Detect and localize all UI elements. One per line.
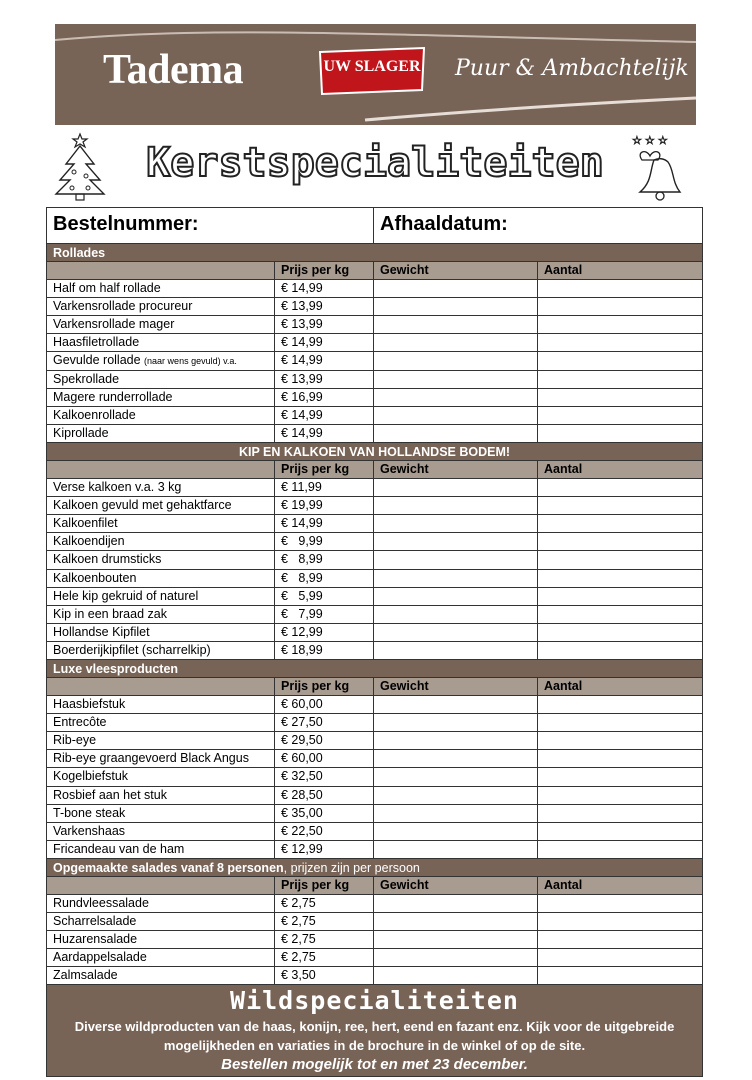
pickup-date-field[interactable]: Afhaaldatum: — [380, 213, 508, 235]
column-header-row — [47, 877, 702, 895]
product-row — [47, 407, 702, 425]
product-name: Scharrelsalade — [53, 914, 137, 929]
product-name-cell — [47, 823, 275, 840]
section-header — [47, 660, 702, 678]
weight-input-cell[interactable] — [374, 841, 538, 858]
product-name: Haasbiefstuk — [53, 697, 126, 712]
column-header-product — [47, 877, 275, 894]
quantity-input-cell[interactable] — [538, 298, 702, 315]
section-header — [47, 244, 702, 262]
product-row — [47, 479, 702, 497]
column-header-product — [47, 262, 275, 279]
product-price: € 7,99 — [275, 606, 374, 623]
product-name: Boerderijkipfilet (scharrelkip) — [53, 642, 211, 657]
product-name-cell — [47, 280, 275, 297]
quantity-input-cell[interactable] — [538, 787, 702, 804]
weight-input-cell[interactable] — [374, 750, 538, 767]
product-sections — [47, 244, 702, 985]
quantity-input-cell[interactable] — [538, 515, 702, 532]
christmas-tree-icon — [52, 130, 108, 207]
product-row — [47, 787, 702, 805]
product-price: € 60,00 — [275, 750, 374, 767]
product-name: Aardappelsalade — [53, 950, 147, 965]
section-title: Luxe vleesproducten — [53, 661, 179, 676]
product-price: € 11,99 — [275, 479, 374, 496]
product-name: Kalkoen gevuld met gehaktfarce — [53, 498, 232, 513]
product-name: Kogelbiefstuk — [53, 769, 129, 784]
product-name-cell — [47, 425, 275, 442]
product-price: € 2,75 — [275, 895, 374, 912]
column-header-quantity: Aantal — [544, 877, 583, 892]
product-row — [47, 750, 702, 768]
product-row — [47, 768, 702, 786]
quantity-input-cell[interactable] — [538, 407, 702, 424]
quantity-input-cell[interactable] — [538, 533, 702, 550]
product-price: € 12,99 — [275, 841, 374, 858]
product-name: Rib-eye graangevoerd Black Angus — [53, 751, 249, 766]
weight-input-cell[interactable] — [374, 732, 538, 749]
column-header-weight: Gewicht — [374, 678, 538, 695]
weight-input-cell[interactable] — [374, 425, 538, 442]
product-row — [47, 334, 702, 352]
wild-specialties-panel — [47, 985, 702, 1076]
product-name-cell — [47, 551, 275, 568]
product-price: € 13,99 — [275, 298, 374, 315]
product-row — [47, 949, 702, 967]
product-row — [47, 371, 702, 389]
product-price: € 14,99 — [275, 280, 374, 297]
quantity-input-cell[interactable] — [538, 895, 702, 912]
weight-input-cell[interactable] — [374, 805, 538, 822]
column-header-quantity: Aantal — [544, 461, 583, 476]
product-name: Hele kip gekruid of naturel — [53, 588, 199, 603]
product-price: € 5,99 — [275, 588, 374, 605]
wild-title: Wildspecialiteiten — [230, 986, 519, 1016]
product-price: € 22,50 — [275, 823, 374, 840]
section-header — [47, 859, 702, 877]
product-name: Varkensrollade mager — [53, 317, 175, 332]
product-price: € 28,50 — [275, 787, 374, 804]
column-header-price: Prijs per kg — [275, 262, 374, 279]
quantity-input-cell[interactable] — [538, 371, 702, 388]
product-row — [47, 732, 702, 750]
product-name: Huzarensalade — [53, 932, 138, 947]
weight-input-cell[interactable] — [374, 497, 538, 514]
product-name: Varkensrollade procureur — [53, 299, 193, 314]
wild-description: Diverse wildproducten van de haas, konijn, ree, hert, eend en fazant enz. Kijk voor de uitgebreide mogelijkheden en variaties in de brochure in de winkel of op de site. — [74, 1019, 675, 1054]
product-name: Kalkoendijen — [53, 534, 125, 549]
quantity-input-cell[interactable] — [538, 425, 702, 442]
product-price: € 2,75 — [275, 949, 374, 966]
column-header-weight: Gewicht — [374, 262, 538, 279]
weight-input-cell[interactable] — [374, 515, 538, 532]
quantity-input-cell[interactable] — [538, 714, 702, 731]
product-name-cell — [47, 913, 275, 930]
weight-input-cell[interactable] — [374, 316, 538, 333]
product-name: Rib-eye — [53, 733, 97, 748]
product-row — [47, 913, 702, 931]
product-row — [47, 841, 702, 859]
quantity-input-cell[interactable] — [538, 570, 702, 587]
quantity-input-cell[interactable] — [538, 967, 702, 984]
quantity-input-cell[interactable] — [538, 606, 702, 623]
product-name: Entrecôte — [53, 715, 107, 730]
column-header-product — [47, 461, 275, 478]
weight-input-cell[interactable] — [374, 588, 538, 605]
weight-input-cell[interactable] — [374, 823, 538, 840]
section-title-suffix: , prijzen zijn per persoon — [283, 860, 420, 875]
column-header-row — [47, 262, 702, 280]
section-title: Opgemaakte salades vanaf 8 personen — [53, 860, 284, 875]
product-row — [47, 895, 702, 913]
product-name-cell — [47, 931, 275, 948]
product-price: € 2,75 — [275, 931, 374, 948]
column-header-row — [47, 461, 702, 479]
product-name-cell — [47, 714, 275, 731]
section-title: Rollades — [53, 246, 106, 260]
product-price: € 16,99 — [275, 389, 374, 406]
product-name-cell — [47, 624, 275, 641]
weight-input-cell[interactable] — [374, 606, 538, 623]
weight-input-cell[interactable] — [374, 714, 538, 731]
weight-input-cell[interactable] — [374, 949, 538, 966]
quantity-input-cell[interactable] — [538, 352, 702, 369]
product-row — [47, 696, 702, 714]
product-row — [47, 570, 702, 588]
product-name: Kalkoenbouten — [53, 570, 137, 585]
product-row — [47, 967, 702, 985]
weight-input-cell[interactable] — [374, 371, 538, 388]
quantity-input-cell[interactable] — [538, 551, 702, 568]
quantity-input-cell[interactable] — [538, 389, 702, 406]
product-price: € 13,99 — [275, 316, 374, 333]
product-name-cell — [47, 515, 275, 532]
column-header-row — [47, 678, 702, 696]
svg-text:☆ ☆ ☆: ☆ ☆ ☆ — [632, 135, 668, 147]
quantity-input-cell[interactable] — [538, 696, 702, 713]
header-banner — [55, 24, 696, 125]
weight-input-cell[interactable] — [374, 280, 538, 297]
order-deadline: Bestellen mogelijk tot en met 23 december. — [221, 1056, 528, 1074]
quantity-input-cell[interactable] — [538, 479, 702, 496]
brand-name: Tadema — [103, 47, 244, 93]
product-name: Magere runderrollade — [53, 389, 173, 404]
product-price: € 19,99 — [275, 497, 374, 514]
weight-input-cell[interactable] — [374, 533, 538, 550]
product-price: € 3,50 — [275, 967, 374, 984]
product-note: (naar wens gevuld) v.a. — [144, 356, 237, 367]
product-name-cell — [47, 570, 275, 587]
product-row — [47, 497, 702, 515]
product-price: € 14,99 — [275, 425, 374, 442]
weight-input-cell[interactable] — [374, 407, 538, 424]
weight-input-cell[interactable] — [374, 624, 538, 641]
order-number-field[interactable]: Bestelnummer: — [47, 208, 374, 243]
tagline: Puur & Ambachtelijk — [455, 56, 689, 81]
logo-text: UW SLAGER — [323, 58, 421, 75]
product-row — [47, 624, 702, 642]
product-row — [47, 642, 702, 660]
product-name: Gevulde rollade — [53, 353, 141, 368]
product-row — [47, 805, 702, 823]
product-name-cell — [47, 533, 275, 550]
product-price: € 13,99 — [275, 371, 374, 388]
product-name: Fricandeau van de ham — [53, 841, 185, 856]
product-name: Varkenshaas — [53, 823, 126, 838]
product-name: Verse kalkoen v.a. 3 kg — [53, 480, 182, 495]
quantity-input-cell[interactable] — [538, 750, 702, 767]
product-name-cell — [47, 334, 275, 351]
product-name-cell — [47, 316, 275, 333]
column-header-weight: Gewicht — [374, 877, 538, 894]
product-name: Kip in een braad zak — [53, 606, 167, 621]
product-row — [47, 714, 702, 732]
product-row — [47, 316, 702, 334]
product-name-cell — [47, 787, 275, 804]
quantity-input-cell[interactable] — [538, 823, 702, 840]
product-row — [47, 823, 702, 841]
page-title: Kerstspecialiteiten — [146, 140, 604, 186]
product-row — [47, 533, 702, 551]
product-price: € 14,99 — [275, 515, 374, 532]
product-name: Rosbief aan het stuk — [53, 787, 167, 802]
christmas-bell-icon — [628, 130, 688, 207]
quantity-input-cell[interactable] — [538, 841, 702, 858]
quantity-input-cell[interactable] — [538, 497, 702, 514]
product-name-cell — [47, 407, 275, 424]
product-name-cell — [47, 768, 275, 785]
product-price: € 9,99 — [275, 533, 374, 550]
section-title: KIP EN KALKOEN VAN HOLLANDSE BODEM! — [238, 444, 511, 459]
weight-input-cell[interactable] — [374, 913, 538, 930]
product-row — [47, 425, 702, 443]
product-name-cell — [47, 479, 275, 496]
quantity-input-cell[interactable] — [538, 316, 702, 333]
product-row — [47, 298, 702, 316]
product-price: € 12,99 — [275, 624, 374, 641]
product-price: € 35,00 — [275, 805, 374, 822]
quantity-input-cell[interactable] — [538, 768, 702, 785]
product-name-cell — [47, 298, 275, 315]
product-row — [47, 551, 702, 569]
product-price: € 8,99 — [275, 551, 374, 568]
product-price: € 32,50 — [275, 768, 374, 785]
product-name-cell — [47, 497, 275, 514]
product-price: € 60,00 — [275, 696, 374, 713]
quantity-input-cell[interactable] — [538, 642, 702, 659]
product-name: Kalkoen drumsticks — [53, 552, 162, 567]
column-header-product — [47, 678, 275, 695]
product-name-cell — [47, 588, 275, 605]
column-header-weight: Gewicht — [374, 461, 538, 478]
product-price: € 2,75 — [275, 913, 374, 930]
uw-slager-logo — [318, 46, 426, 96]
column-header-price: Prijs per kg — [275, 678, 374, 695]
weight-input-cell[interactable] — [374, 696, 538, 713]
product-price: € 18,99 — [275, 642, 374, 659]
product-name-cell — [47, 967, 275, 984]
weight-input-cell[interactable] — [374, 768, 538, 785]
column-header-quantity: Aantal — [544, 678, 583, 693]
weight-input-cell[interactable] — [374, 931, 538, 948]
quantity-input-cell[interactable] — [538, 280, 702, 297]
weight-input-cell[interactable] — [374, 787, 538, 804]
product-name: Spekrollade — [53, 371, 120, 386]
section-header — [47, 443, 702, 461]
product-name: Zalmsalade — [53, 968, 118, 983]
quantity-input-cell[interactable] — [538, 624, 702, 641]
product-name-cell — [47, 371, 275, 388]
product-name-cell — [47, 805, 275, 822]
product-price: € 29,50 — [275, 732, 374, 749]
quantity-input-cell[interactable] — [538, 805, 702, 822]
product-name-cell — [47, 949, 275, 966]
product-name-cell — [47, 389, 275, 406]
product-name-cell — [47, 841, 275, 858]
product-row — [47, 588, 702, 606]
weight-input-cell[interactable] — [374, 352, 538, 369]
quantity-input-cell[interactable] — [538, 931, 702, 948]
order-form — [46, 207, 703, 1077]
product-name-cell — [47, 642, 275, 659]
product-name-cell — [47, 895, 275, 912]
product-row — [47, 606, 702, 624]
product-name: Kalkoenrollade — [53, 407, 136, 422]
product-row — [47, 389, 702, 407]
form-header — [47, 208, 702, 244]
quantity-input-cell[interactable] — [538, 913, 702, 930]
column-header-price: Prijs per kg — [275, 877, 374, 894]
weight-input-cell[interactable] — [374, 298, 538, 315]
column-header-quantity: Aantal — [544, 263, 583, 277]
product-name: Kalkoenfilet — [53, 516, 118, 531]
product-row — [47, 931, 702, 949]
weight-input-cell[interactable] — [374, 389, 538, 406]
product-name: T-bone steak — [53, 805, 126, 820]
product-name: Hollandse Kipfilet — [53, 624, 150, 639]
product-price: € 27,50 — [275, 714, 374, 731]
weight-input-cell[interactable] — [374, 895, 538, 912]
product-name: Half om half rollade — [53, 281, 161, 296]
product-name: Rundvleessalade — [53, 896, 149, 910]
weight-input-cell[interactable] — [374, 967, 538, 984]
product-name: Haasfiletrollade — [53, 335, 140, 350]
product-price: € 14,99 — [275, 407, 374, 424]
product-name: Kiprollade — [53, 425, 109, 440]
product-row — [47, 515, 702, 533]
weight-input-cell[interactable] — [374, 334, 538, 351]
weight-input-cell[interactable] — [374, 570, 538, 587]
quantity-input-cell[interactable] — [538, 334, 702, 351]
quantity-input-cell[interactable] — [538, 949, 702, 966]
product-row — [47, 352, 702, 370]
product-name-cell — [47, 732, 275, 749]
product-name-cell — [47, 352, 275, 369]
column-header-price: Prijs per kg — [275, 461, 374, 478]
product-name-cell — [47, 750, 275, 767]
product-price: € 8,99 — [275, 570, 374, 587]
weight-input-cell[interactable] — [374, 642, 538, 659]
product-row — [47, 280, 702, 298]
quantity-input-cell[interactable] — [538, 588, 702, 605]
product-name-cell — [47, 696, 275, 713]
quantity-input-cell[interactable] — [538, 732, 702, 749]
weight-input-cell[interactable] — [374, 479, 538, 496]
weight-input-cell[interactable] — [374, 551, 538, 568]
product-name-cell — [47, 606, 275, 623]
product-price: € 14,99 — [275, 334, 374, 351]
product-price: € 14,99 — [275, 352, 374, 369]
